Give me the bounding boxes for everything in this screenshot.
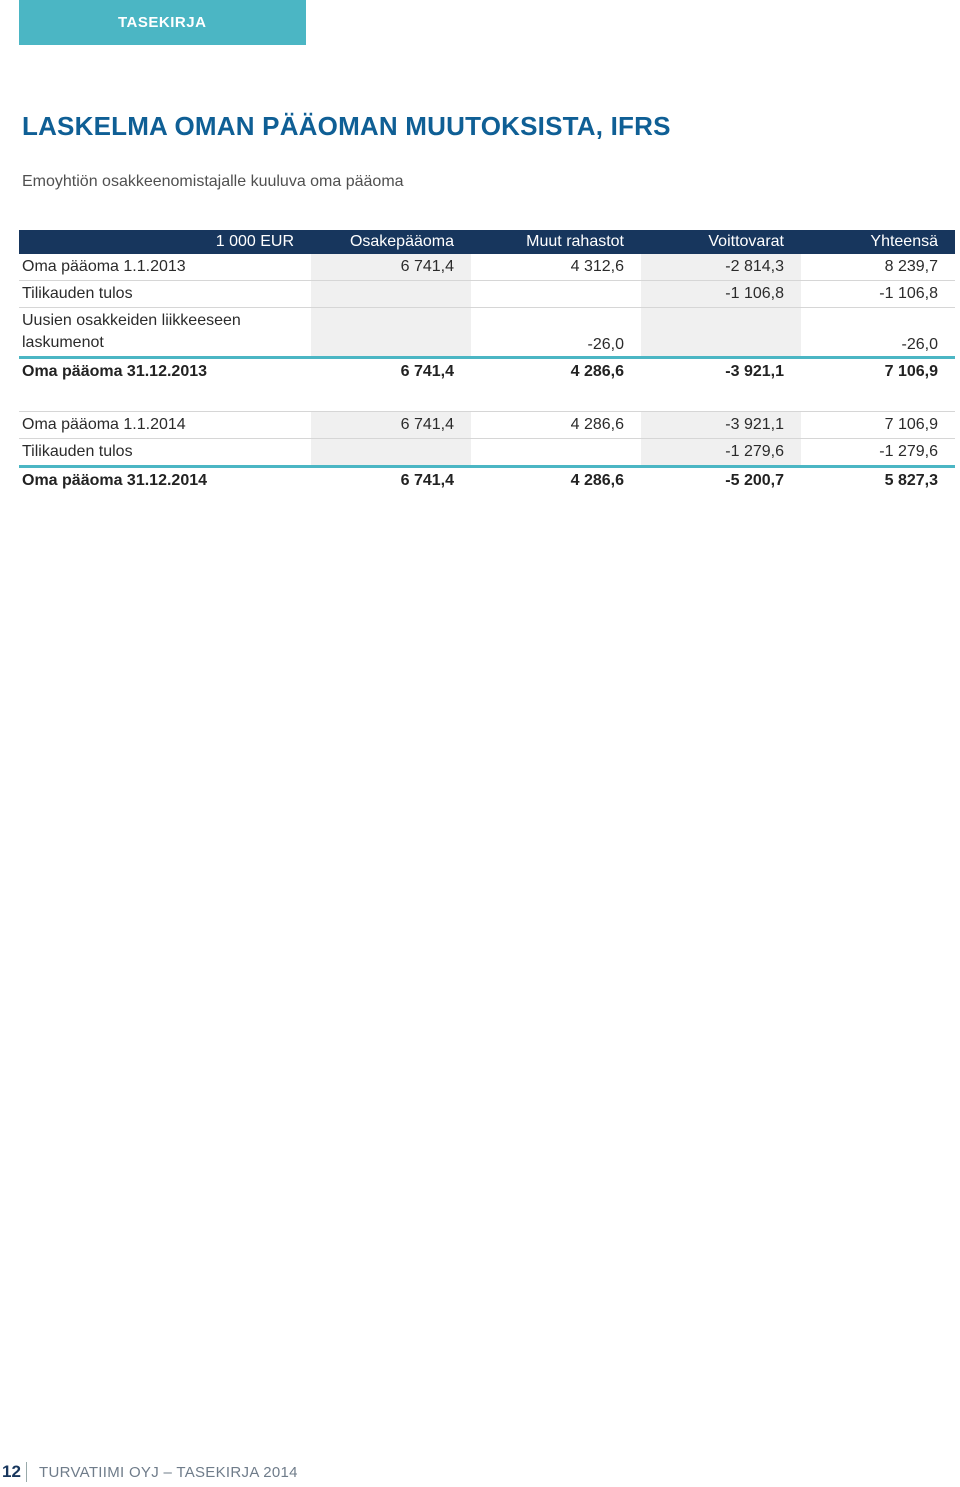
page-footer [0, 1462, 298, 1482]
cell-retained-earnings: -3 921,1 [641, 412, 801, 439]
page-title: LASKELMA OMAN PÄÄOMAN MUUTOKSISTA, IFRS [22, 111, 671, 141]
cell-share-capital: 6 741,4 [400, 472, 454, 489]
equity-changes-table [19, 230, 955, 494]
section-tab: TASEKIRJA [19, 0, 306, 45]
cell-share-capital [311, 439, 471, 467]
table-row [19, 412, 955, 439]
cell-other-reserves: 4 286,6 [471, 412, 641, 439]
header-share-capital: Osakepääoma [311, 230, 471, 254]
cell-share-capital [311, 308, 471, 358]
cell-other-reserves: 4 286,6 [570, 472, 624, 489]
table-row [19, 439, 955, 467]
header-total: Yhteensä [801, 230, 955, 254]
page-number: 12 [0, 1462, 27, 1482]
cell-retained-earnings: -1 106,8 [641, 281, 801, 308]
cell-other-reserves [471, 281, 641, 308]
cell-total: -1 279,6 [801, 439, 955, 467]
cell-total: 7 106,9 [884, 363, 938, 380]
header-other-reserves: Muut rahastot [471, 230, 641, 254]
header-unit: 1 000 EUR [19, 230, 311, 254]
cell-retained-earnings: -5 200,7 [725, 472, 784, 489]
cell-total: -1 106,8 [801, 281, 955, 308]
row-label: Oma pääoma 1.1.2014 [19, 412, 311, 439]
cell-total: -26,0 [801, 308, 955, 358]
cell-other-reserves: 4 312,6 [471, 254, 641, 281]
cell-total: 8 239,7 [801, 254, 955, 281]
table-row [19, 281, 955, 308]
footer-text: TURVATIIMI OYJ – TASEKIRJA 2014 [39, 1463, 298, 1481]
cell-retained-earnings: -1 279,6 [641, 439, 801, 467]
cell-other-reserves: 4 286,6 [570, 363, 624, 380]
header-retained-earnings: Voittovarat [641, 230, 801, 254]
table-row [19, 308, 955, 358]
row-label: Oma pääoma 31.12.2014 [22, 472, 208, 489]
row-label: Tilikauden tulos [19, 281, 311, 308]
table-row [19, 254, 955, 281]
cell-total: 7 106,9 [801, 412, 955, 439]
row-label: Uusien osakkeiden liikkeeseen laskumenot [19, 308, 311, 358]
table-spacer-row [19, 385, 955, 412]
cell-retained-earnings: -3 921,1 [725, 363, 784, 380]
row-label: Oma pääoma 1.1.2013 [19, 254, 311, 281]
cell-retained-earnings [641, 308, 801, 358]
cell-share-capital: 6 741,4 [311, 412, 471, 439]
cell-share-capital [311, 281, 471, 308]
cell-other-reserves [471, 439, 641, 467]
cell-share-capital: 6 741,4 [400, 363, 454, 380]
row-label: Oma pääoma 31.12.2013 [22, 363, 208, 380]
cell-other-reserves: -26,0 [471, 308, 641, 358]
cell-share-capital: 6 741,4 [311, 254, 471, 281]
page-subtitle: Emoyhtiön osakkeenomistajalle kuuluva oma pääoma [22, 173, 404, 190]
table-row-total [19, 358, 955, 386]
cell-total: 5 827,3 [884, 472, 938, 489]
table-header-row [19, 230, 955, 254]
table-row-total [19, 467, 955, 495]
cell-retained-earnings: -2 814,3 [641, 254, 801, 281]
row-label: Tilikauden tulos [19, 439, 311, 467]
